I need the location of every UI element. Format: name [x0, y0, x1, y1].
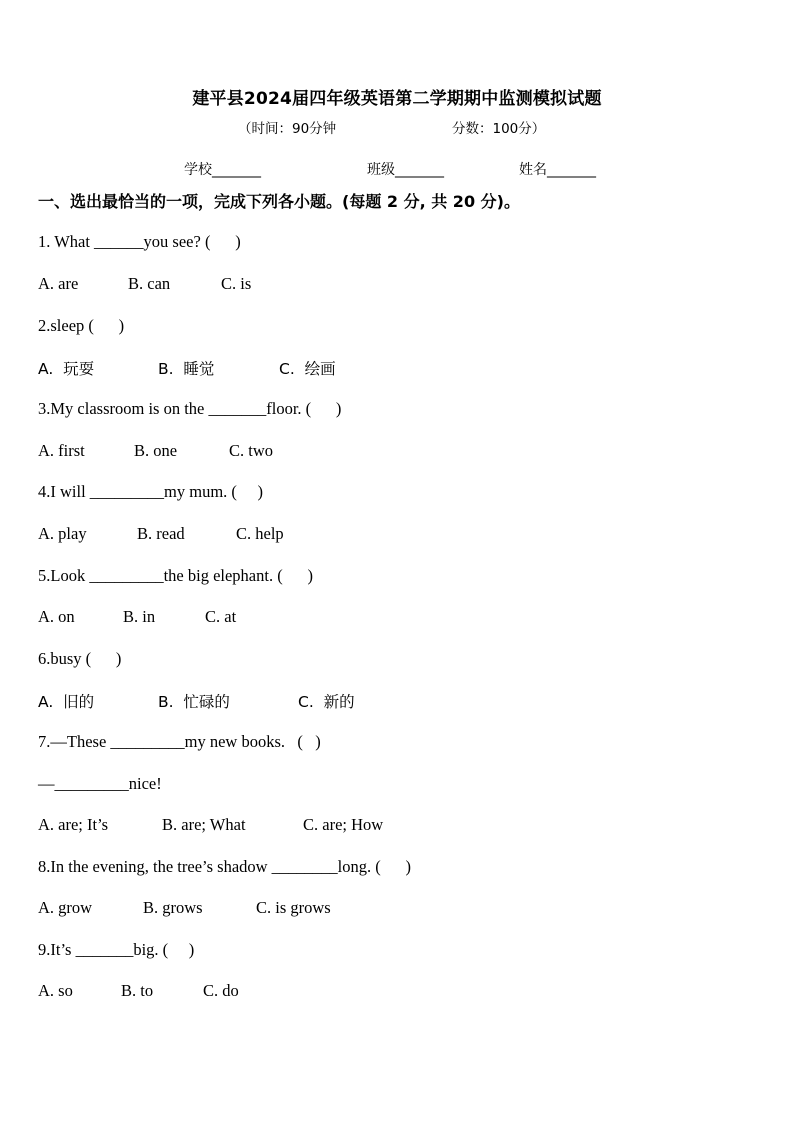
option-a: A. 玩耍: [38, 360, 95, 378]
option-c: C. at: [205, 607, 237, 626]
option-a: A. play: [38, 524, 87, 543]
option-b: B. 睡觉: [158, 360, 215, 378]
option-a: A. first: [38, 441, 85, 460]
option-a: A. are: [38, 274, 79, 293]
option-c: C. are; How: [303, 815, 384, 834]
exam-score: 分数：100分）: [452, 121, 546, 137]
option-b: B. one: [134, 441, 178, 460]
option-b: B. 忙碌的: [158, 693, 230, 711]
option-b: B. grows: [143, 898, 203, 917]
option-a: A. so: [38, 981, 73, 1000]
question-stem: 2.sleep ( ): [38, 316, 125, 335]
question-stem: 4.I will _________my mum. ( ): [38, 482, 264, 501]
option-c: C. do: [203, 981, 239, 1000]
option-b: B. can: [128, 274, 171, 293]
question-stem: 3.My classroom is on the _______floor. ( ): [38, 399, 342, 418]
name-field: 姓名_______: [519, 162, 596, 178]
section-heading: 一、选出最恰当的一项，完成下列各小题。(每题 2 分, 共 20 分)。: [38, 192, 520, 211]
school-field: 学校_______: [184, 162, 261, 178]
option-c: C. 绘画: [279, 360, 336, 378]
option-c: C. 新的: [298, 693, 355, 711]
question-stem: 1. What ______you see? ( ): [38, 232, 241, 251]
option-b: B. are; What: [162, 815, 246, 834]
option-c: C. help: [236, 524, 284, 543]
question-stem: 5.Look _________the big elephant. ( ): [38, 566, 313, 585]
exam-time: （时间：90分钟: [238, 121, 337, 137]
option-c: C. is: [221, 274, 252, 293]
option-a: A. are; It’s: [38, 815, 109, 834]
option-a: A. grow: [38, 898, 93, 917]
option-a: A. on: [38, 607, 75, 626]
option-b: B. in: [123, 607, 156, 626]
question-stem: 9.It’s _______big. ( ): [38, 940, 195, 959]
class-field: 班级_______: [367, 162, 444, 178]
option-a: A. 旧的: [38, 693, 95, 711]
option-c: C. is grows: [256, 898, 331, 917]
page-title: 建平县2024届四年级英语第二学期期中监测模拟试题: [192, 89, 602, 109]
question-stem: 6.busy ( ): [38, 649, 122, 668]
question-stem-reply: —_________nice!: [38, 774, 162, 793]
option-b: B. read: [137, 524, 185, 543]
option-b: B. to: [121, 981, 154, 1000]
question-stem: 8.In the evening, the tree’s shadow ________long. ( ): [38, 857, 412, 876]
option-c: C. two: [229, 441, 274, 460]
question-stem: 7.—These _________my new books. ( ): [38, 732, 321, 751]
